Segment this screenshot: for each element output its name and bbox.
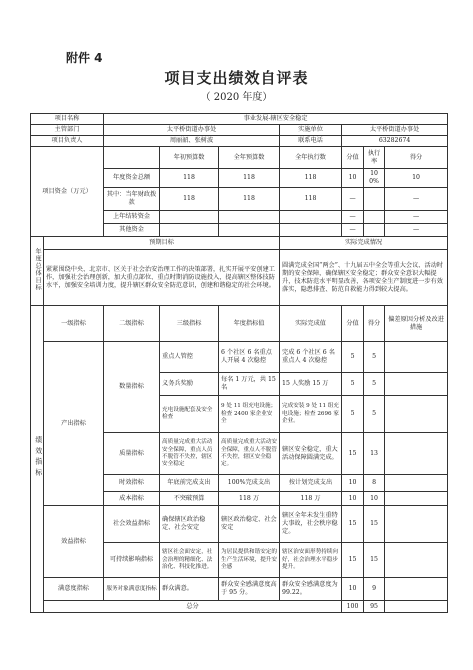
dept-label: 主管部门 [31, 125, 104, 136]
funds-cell: — [342, 188, 364, 211]
dept-value: 太平桥街道办事处 [104, 125, 280, 136]
deviation-note [385, 543, 448, 578]
total-score: 100 [342, 601, 364, 613]
funds-cell [280, 224, 342, 237]
got: 8 [364, 475, 385, 492]
score: 15 [342, 506, 364, 543]
expected-header: 预期目标 [44, 237, 280, 250]
deviation-note [385, 373, 448, 396]
funds-cell: 118 [280, 169, 342, 188]
perf-label: 绩效指标 [31, 306, 44, 613]
funds-cell [160, 224, 219, 237]
score: 10 [342, 492, 364, 506]
score: 10 [342, 578, 364, 601]
quantity-indicator-label: 数量指标 [104, 342, 160, 433]
deviation-note [385, 475, 448, 492]
actual-value: 按计划完成支出 [280, 475, 342, 492]
got: 10 [364, 492, 385, 506]
year-label: （ 2020 年度） [200, 92, 273, 103]
funds-header: 全年预算数 [219, 147, 280, 169]
actual-header: 实际完成情况 [280, 237, 448, 250]
funds-label: 项目资金（万元） [31, 147, 104, 237]
funds-row-label: 上年结转资金 [104, 211, 160, 224]
l3-indicator: 不突破预算 [160, 492, 219, 506]
deviation-note [385, 578, 448, 601]
actual-goal-text: 圆满完成全国“两会”、十九届五中全会等重大会议、活动时期的安全保障，确保辖区安全稳定；群众安全意识大幅提升，技术防范水平明显改善，各项安全生产制度进一步有效落实，隐患排查、防范自救能力得到较大提高。 [280, 250, 448, 306]
score: 15 [342, 543, 364, 578]
perf-header: 年度指标值 [219, 306, 280, 342]
score: 15 [342, 433, 364, 475]
perf-header: 一级指标 [44, 306, 104, 342]
funds-header: 全年执行数 [280, 147, 342, 169]
owner-value: 周丽韶、张树波 [104, 136, 280, 147]
funds-cell: — [342, 224, 364, 237]
funds-cell [219, 211, 280, 224]
funds-cell: 118 [160, 188, 219, 211]
satisfaction-sub-label: 服务对象满意度指标 [104, 578, 160, 601]
expected-goal-text: 紧紧围绕中央、北京市、区关于社会治安治理工作的决策部署，扎实开展平安创建工作，加强社会治理创新，加大重点部位、重点时期消防设施投入，提高辖区整体技防水平，加强安全培训力度，提升辖区群众安全防范意识，创建和谐稳定的社会环境。 [44, 250, 280, 306]
deviation-note [385, 433, 448, 475]
actual-value: 15 人奖励 15 万 [280, 373, 342, 396]
perf-header: 实际完成值 [280, 306, 342, 342]
l3-indicator: 充电设施配套及安全检查 [160, 396, 219, 433]
got: 13 [364, 433, 385, 475]
deviation-note [385, 492, 448, 506]
got: 5 [364, 373, 385, 396]
funds-cell: — [385, 224, 448, 237]
funds-cell [364, 211, 385, 224]
funds-row-label: 其中：当年财政拨款 [104, 188, 160, 211]
satisfaction-indicator-label: 满意度指标 [44, 578, 104, 601]
deviation-note [385, 396, 448, 433]
target-value: 118 万 [219, 492, 280, 506]
actual-value: 辖区全年未发生重特大事故，社会秩序稳定。 [280, 506, 342, 543]
funds-cell [280, 211, 342, 224]
funds-cell: 10 [385, 169, 448, 188]
impl-value: 太平桥街道办事处 [342, 125, 448, 136]
funds-header: 得分 [385, 147, 448, 169]
funds-header: 分值 [342, 147, 364, 169]
social-benefit-label: 社会效益指标 [104, 506, 160, 543]
funds-cell: 10 [342, 169, 364, 188]
owner-label: 项目负责人 [31, 136, 104, 147]
actual-value: 辖区安全稳定，重大活动保障圆满完成。 [280, 433, 342, 475]
funds-row-label: 年度资金总额 [104, 169, 160, 188]
funds-header: 年初预算数 [160, 147, 219, 169]
funds-cell [364, 188, 385, 211]
score: 10 [342, 475, 364, 492]
l3-indicator: 确保辖区政治稳定、社会安定 [160, 506, 219, 543]
funds-header: 执行率 [364, 147, 385, 169]
got: 15 [364, 543, 385, 578]
funds-cell: 118 [160, 169, 219, 188]
funds-cell: 118 [280, 188, 342, 211]
target-value: 为居民提供和谐安定的生产生活环境，提升安全感 [219, 543, 280, 578]
l3-indicator: 高质量完成重大活动安全保障，重点人员不脱管不失控，辖区安全稳定 [160, 433, 219, 475]
funds-cell: — [342, 211, 364, 224]
goal-label: 年度总体目标 [31, 237, 44, 306]
quality-indicator-label: 质量指标 [104, 433, 160, 475]
l3-indicator: 年底前完成支出 [160, 475, 219, 492]
time-indicator-label: 时效指标 [104, 475, 160, 492]
total-note [385, 601, 448, 613]
perf-header: 三级指标 [160, 306, 219, 342]
attachment-label: 附件 4 [66, 51, 103, 65]
score: 5 [342, 373, 364, 396]
target-value: 辖区政治稳定、社会安定 [219, 506, 280, 543]
got: 5 [364, 396, 385, 433]
output-indicator-label: 产出指标 [44, 342, 104, 506]
l3-indicator: 重点人管控 [160, 342, 219, 373]
funds-row-label: 其他资金 [104, 224, 160, 237]
phone-value: 63282674 [342, 136, 448, 147]
actual-value: 完成 6 个社区 6 名重点人 4 次稳控 [280, 342, 342, 373]
total-got: 95 [364, 601, 385, 613]
funds-cell [364, 224, 385, 237]
funds-cell [219, 224, 280, 237]
perf-header: 偏差原因分析及改进措施 [385, 306, 448, 342]
deviation-note [385, 506, 448, 543]
project-name-label: 项目名称 [31, 114, 104, 125]
l3-indicator: 群众满意。 [160, 578, 219, 601]
target-value: 6 个社区 6 名重点人开展 4 次稳控 [219, 342, 280, 373]
project-name-value: 事业发展-辖区安全稳定 [104, 114, 448, 125]
funds-cell: — [385, 211, 448, 224]
funds-header-blank [104, 147, 160, 169]
funds-cell [160, 211, 219, 224]
target-value: 高质量完成重大活动安全保障，重点人不脱管不失控，辖区安全稳定。 [219, 433, 280, 475]
target-value: 群众安全感满意度高于 95 分。 [219, 578, 280, 601]
got: 15 [364, 506, 385, 543]
target-value: 9 处 11 组充电设施；检查 2400 家企业安全 [219, 396, 280, 433]
target-value: 100%完成支出 [219, 475, 280, 492]
funds-cell: 118 [219, 169, 280, 188]
deviation-note [385, 342, 448, 373]
actual-value: 群众安全感满意度为 99.22。 [280, 578, 342, 601]
cost-indicator-label: 成本指标 [104, 492, 160, 506]
actual-value: 辖区治安面形势持续向好，社会治理水平稳步提升。 [280, 543, 342, 578]
got: 9 [364, 578, 385, 601]
benefit-indicator-label: 效益指标 [44, 506, 104, 578]
score: 5 [342, 396, 364, 433]
funds-cell: — [385, 188, 448, 211]
perf-header: 二级指标 [104, 306, 160, 342]
impl-label: 实施单位 [280, 125, 342, 136]
perf-header: 得分 [364, 306, 385, 342]
got: 5 [364, 342, 385, 373]
sustain-label: 可持续影响指标 [104, 543, 160, 578]
total-label: 总分 [44, 601, 342, 613]
l3-indicator: 辖区社会面安定，社会治理的精细化、法治化、科技化推进。 [160, 543, 219, 578]
self-evaluation-table [30, 113, 448, 613]
score: 5 [342, 342, 364, 373]
funds-cell: 118 [219, 188, 280, 211]
l3-indicator: 义务兵奖励 [160, 373, 219, 396]
actual-value: 118 万 [280, 492, 342, 506]
phone-label: 联系电话 [280, 136, 342, 147]
perf-header: 分值 [342, 306, 364, 342]
target-value: 每名 1 万元，共 15 名 [219, 373, 280, 396]
actual-value: 完成安装 9 处 11 组充电设施；检查 2696 家企业。 [280, 396, 342, 433]
page-title: 项目支出绩效自评表 [164, 69, 309, 87]
funds-cell: 100% [364, 169, 385, 188]
